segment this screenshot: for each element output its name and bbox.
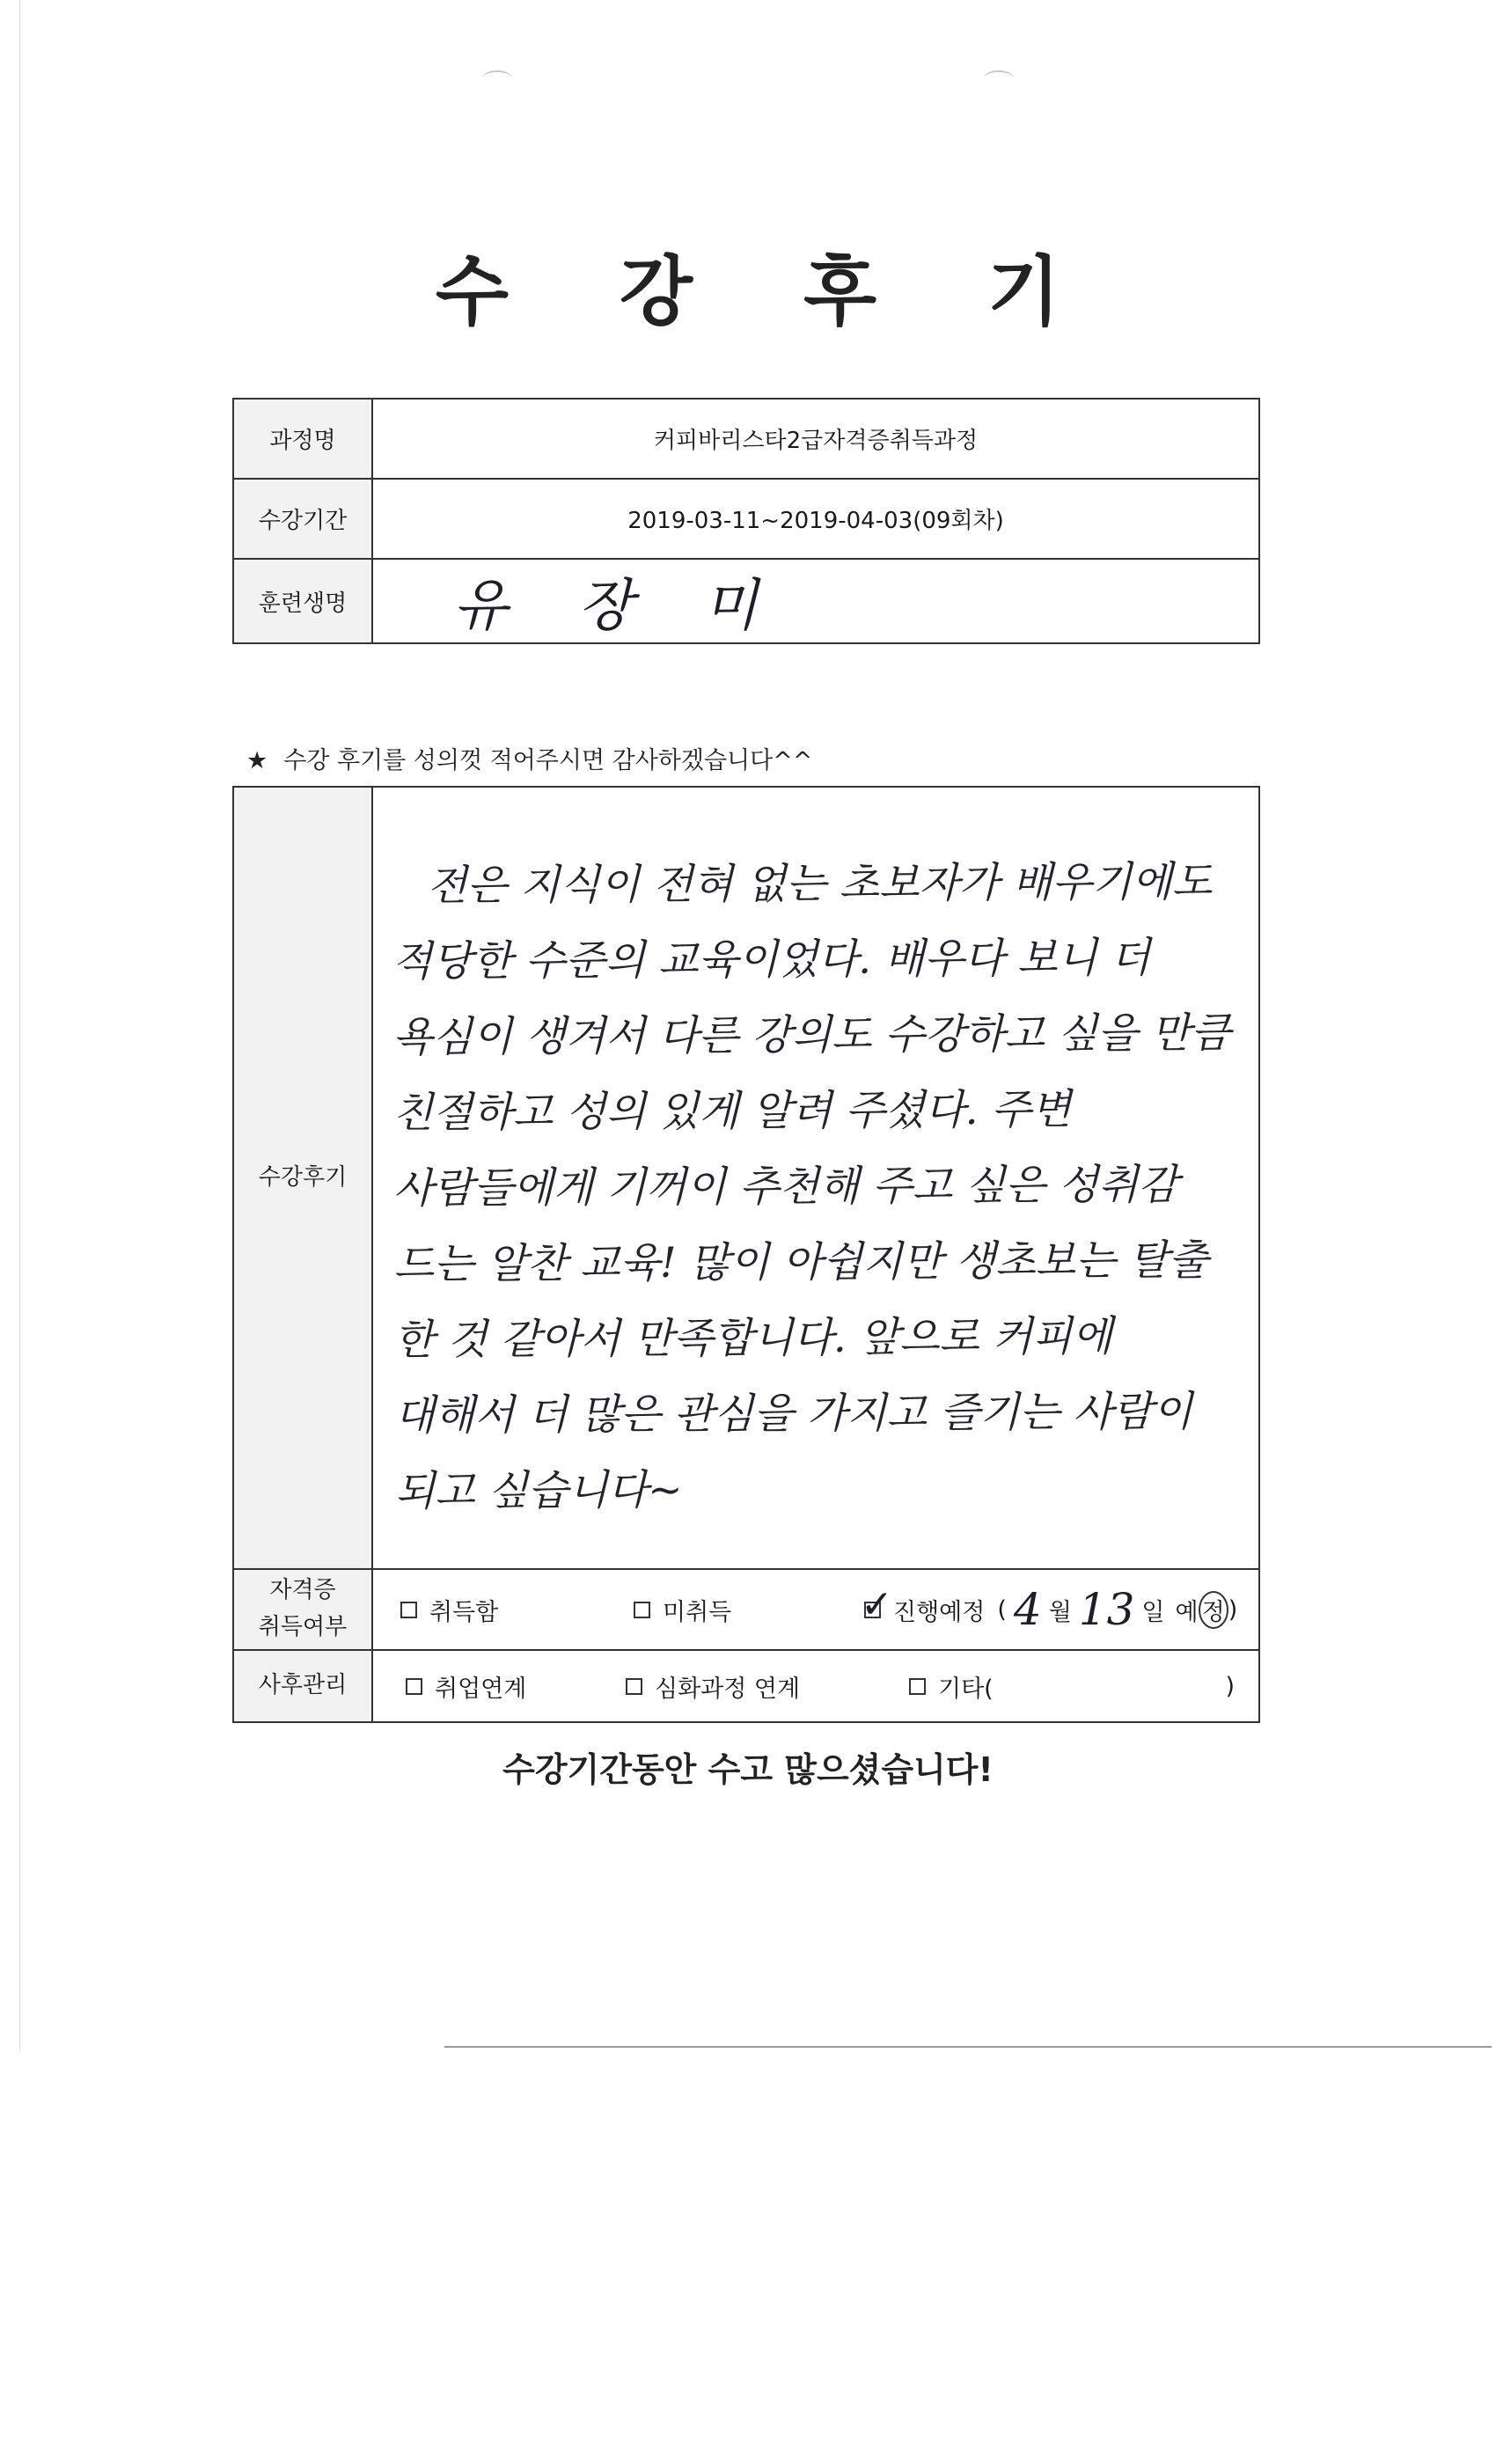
other-paren-close: ) [1225,1672,1235,1700]
course-label: 과정명 [233,399,372,479]
instruction-text: 수강 후기를 성의껏 적어주시면 감사하겠습니다^^ [283,747,813,774]
advanced-course-label: 심화과정 연계 [655,1675,801,1703]
scheduled-paren-close: ) [1228,1595,1238,1624]
option-job-link[interactable] [406,1669,626,1704]
certificate-label [233,1569,372,1650]
advanced-course-checkbox[interactable] [626,1678,642,1695]
checkmark-icon: ✓ [861,1581,893,1627]
other-checkbox[interactable] [909,1678,926,1695]
trainee-cell [372,559,1259,643]
option-acquired[interactable] [400,1593,634,1627]
status-prefix: 예 [1175,1598,1199,1626]
option-not-acquired[interactable] [634,1593,864,1627]
review-cell [372,787,1259,1569]
acquired-label: 취득함 [429,1598,499,1626]
other-label: 기타( [938,1675,994,1703]
review-handwritten-text: 전은 지식이 전혀 없는 초보자가 배우기에도 적당한 수준의 교육이었다. 배우다 보니 더 욕심이 생겨서 다른 강의도 수강하고 싶을 만큼 친절하고 성의 있게 알려 주셨다. 주변 사람들에게 기꺼이 추천해 주고 싶은 성취감 드는 알찬 교육! 많이 아쉽지만 생초보는 탈출 한 것 같아서 만족합니다. 앞으로 커피에 대해서 더 많은 관심을 가지고 즐기는 사람이 되고 싶습니다~ [392,857,1231,1516]
option-advanced-course[interactable] [626,1669,909,1704]
option-scheduled[interactable] [861,1581,1238,1635]
scheduled-day-handwritten: 13 [1078,1584,1135,1635]
review-table [232,786,1260,1723]
certificate-label-line1: 자격증 [269,1577,336,1604]
scheduled-checkbox[interactable] [861,1581,893,1627]
month-unit: 월 [1048,1598,1072,1626]
not-acquired-label: 미취득 [663,1598,732,1626]
trainee-row [233,559,1259,643]
job-link-checkbox[interactable] [406,1678,422,1695]
review-row [233,787,1259,1569]
job-link-label: 취업연계 [435,1675,527,1703]
not-acquired-checkbox[interactable] [634,1602,650,1618]
course-row [233,399,1259,479]
scheduled-label: 진행예정 [893,1598,986,1626]
certificate-row [233,1569,1259,1650]
course-value: 커피바리스타2급자격증취득과정 [372,399,1259,479]
certificate-label-line2: 취득여부 [258,1614,348,1640]
status-circled: 정 [1199,1591,1228,1629]
day-unit: 일 [1141,1598,1165,1626]
punch-hole-left [482,70,512,86]
punch-hole-right [984,70,1014,86]
period-value: 2019-03-11~2019-04-03(09회차) [372,479,1259,559]
scheduled-paren-open: ( [997,1595,1007,1624]
period-label: 수강기간 [233,479,372,559]
star-icon: ★ [246,747,268,774]
aftercare-options [372,1650,1259,1722]
aftercare-label: 사후관리 [233,1650,372,1722]
review-label: 수강후기 [233,787,372,1569]
course-info-table [232,398,1260,644]
aftercare-row [233,1650,1259,1722]
option-other[interactable] [909,1669,1258,1704]
paper-edge-bottom [444,2046,1492,2048]
scheduled-month-handwritten: 4 [1013,1584,1042,1635]
document-title: 수 강 후 기 [435,248,1104,336]
footer-message: 수강기간동안 수고 많으셨습니다! [502,1750,994,1789]
trainee-name-handwritten: 유 장 미 [453,574,785,639]
trainee-label: 훈련생명 [233,559,372,643]
acquired-checkbox[interactable] [400,1602,417,1618]
certificate-options [372,1569,1259,1650]
instruction-note [246,741,812,775]
period-row [233,479,1259,559]
